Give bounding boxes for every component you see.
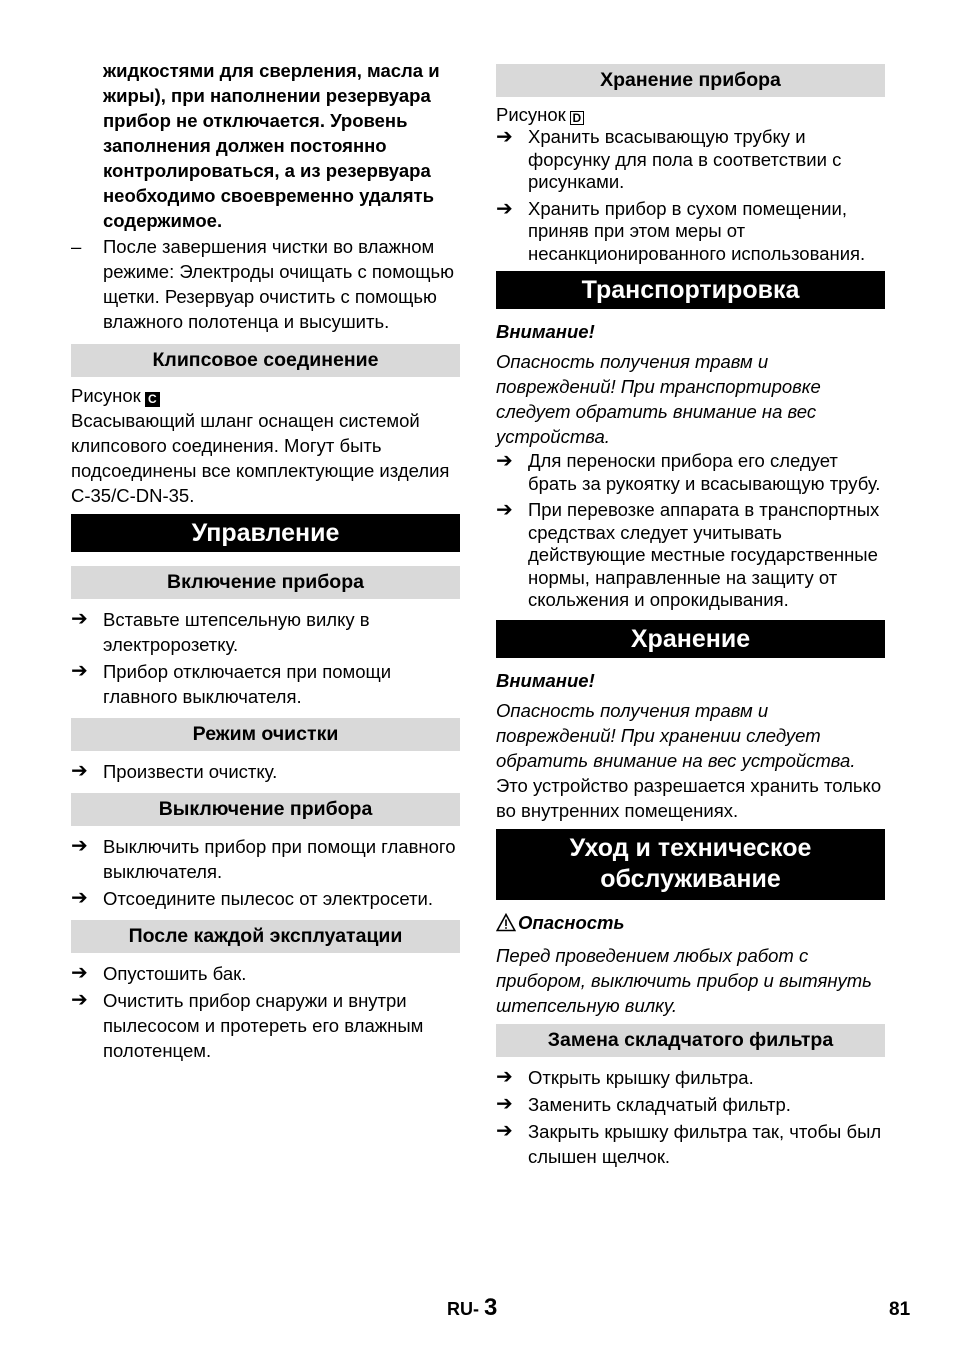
- danger-label: Опасность: [518, 911, 625, 933]
- dash-list-item: [71, 234, 460, 334]
- right-column: [496, 64, 885, 1169]
- figure-ref: [71, 383, 460, 408]
- danger-heading: [496, 910, 885, 938]
- warning-continuation: жидкостями для сверления, масла и жиры), при наполнении резервуара прибор не отключается. Уровень заполнения должен постоянно контролироваться, а из резервуара необходимо своевременно удалять содержимое.: [103, 60, 440, 231]
- arrow-icon: ➔: [496, 499, 513, 521]
- left-column: [71, 58, 460, 1063]
- cleaning-mode-list: [71, 759, 460, 784]
- arrow-icon: ➔: [496, 126, 513, 148]
- dash-item-text: После завершения чистки во влажном режиме: Электроды очищать с помощью щетки. Резервуар очистить с помощью влажного полотенца и высушить.: [103, 236, 454, 332]
- list-item: ➔ Открыть крышку фильтра.: [496, 1065, 754, 1088]
- heading-switch-on: Включение прибора: [71, 566, 460, 599]
- figure-label: Рисунок: [496, 104, 566, 125]
- dash-marker: –: [71, 236, 82, 257]
- figure-letter-icon: D: [570, 111, 584, 125]
- list-item: ➔ Заменить складчатый фильтр.: [496, 1092, 791, 1115]
- arrow-icon: ➔: [71, 962, 88, 984]
- heading-maintenance-line1: Уход и техническое: [569, 833, 812, 862]
- list-item: ➔ Выключить прибор при помощи главного выключателя.: [71, 835, 456, 882]
- heading-storage: Хранение: [496, 620, 885, 658]
- figure-letter-icon: C: [145, 392, 160, 407]
- list-item: ➔ Прибор отключается при помощи главного выключателя.: [71, 660, 392, 707]
- filter-list: [496, 1065, 885, 1169]
- list-item: ➔ Для переноски прибора его следует брать за рукоятку и всасывающую трубу.: [496, 450, 881, 494]
- arrow-icon: ➔: [71, 660, 88, 682]
- device-storage-list: [496, 126, 885, 265]
- list-item: ➔ Закрыть крышку фильтра так, чтобы был слышен щелчок.: [496, 1119, 882, 1167]
- danger-text: Перед проведением любых работ с прибором, выключить прибор и вытянуть штепсельную вилку.: [496, 944, 872, 1016]
- list-item: ➔ Очистить прибор снаружи и внутри пылесосом и протереть его влажным полотенцем.: [71, 989, 424, 1061]
- list-item: ➔ Хранить прибор в сухом помещении, приняв при этом меры от несанкционированного использования.: [496, 197, 866, 264]
- list-item: ➔ Хранить всасывающую трубку и форсунку для пола в соответствии с рисунками.: [496, 126, 842, 192]
- arrow-icon: ➔: [496, 450, 513, 472]
- arrow-icon: ➔: [71, 835, 88, 857]
- arrow-icon: ➔: [496, 1119, 513, 1142]
- heading-control: Управление: [71, 514, 460, 552]
- warning-triangle-icon: [496, 913, 518, 938]
- footer-lang: RU-: [447, 1299, 479, 1319]
- footer-section-page: 3: [484, 1294, 498, 1321]
- heading-after-use: После каждой эксплуатации: [71, 920, 460, 953]
- arrow-icon: ➔: [71, 989, 88, 1011]
- transport-warning-label: Внимание!: [496, 321, 595, 342]
- storage-warning-text: Опасность получения травм и повреждений! При хранении следует обратить внимание на вес устройства.: [496, 699, 856, 771]
- heading-filter-replacement: Замена складчатого фильтра: [496, 1024, 885, 1057]
- arrow-icon: ➔: [496, 1092, 513, 1115]
- list-item: ➔ Отсоедините пылесос от электросети.: [71, 887, 434, 909]
- page-number: 81: [889, 1299, 911, 1320]
- figure-label: Рисунок: [71, 385, 141, 406]
- heading-clip-connection: Клипсовое соединение: [71, 344, 460, 377]
- list-item: ➔ Опустошить бак.: [71, 962, 247, 984]
- footer-section-label: [447, 1295, 497, 1322]
- heading-transport: Транспортировка: [496, 271, 885, 309]
- storage-text: Это устройство разрешается хранить только во внутренних помещениях.: [496, 774, 882, 821]
- arrow-icon: ➔: [496, 1065, 513, 1088]
- figure-ref: [496, 104, 885, 126]
- arrow-icon: ➔: [71, 608, 88, 630]
- heading-device-storage: Хранение прибора: [496, 64, 885, 97]
- transport-list: [496, 450, 885, 612]
- heading-switch-off: Выключение прибора: [71, 793, 460, 826]
- clip-text: Всасывающий шланг оснащен системой клипсового соединения. Могут быть подсоединены все комплектующие изделия С-35/С-DN-35.: [71, 410, 450, 506]
- after-use-list: [71, 961, 460, 1063]
- transport-warning-text: Опасность получения травм и повреждений! При транспортировке следует обратить внимание на вес устройства.: [496, 351, 821, 447]
- list-item: ➔ Вставьте штепсельную вилку в электророзетку.: [71, 608, 370, 655]
- storage-warning-label: Внимание!: [496, 669, 595, 691]
- list-item: ➔ Произвести очистку.: [71, 760, 278, 782]
- heading-cleaning-mode: Режим очистки: [71, 718, 460, 751]
- switch-on-list: [71, 607, 460, 709]
- list-item: ➔ При перевозке аппарата в транспортных средствах следует учитывать действующие местные государственные нормы, направленные на защиту от скольжения и опрокидывания.: [496, 499, 880, 610]
- arrow-icon: ➔: [71, 887, 88, 909]
- heading-maintenance-line2: обслуживание: [600, 864, 781, 893]
- heading-maintenance: [496, 829, 885, 900]
- switch-off-list: [71, 834, 460, 911]
- arrow-icon: ➔: [71, 760, 88, 782]
- arrow-icon: ➔: [496, 197, 513, 220]
